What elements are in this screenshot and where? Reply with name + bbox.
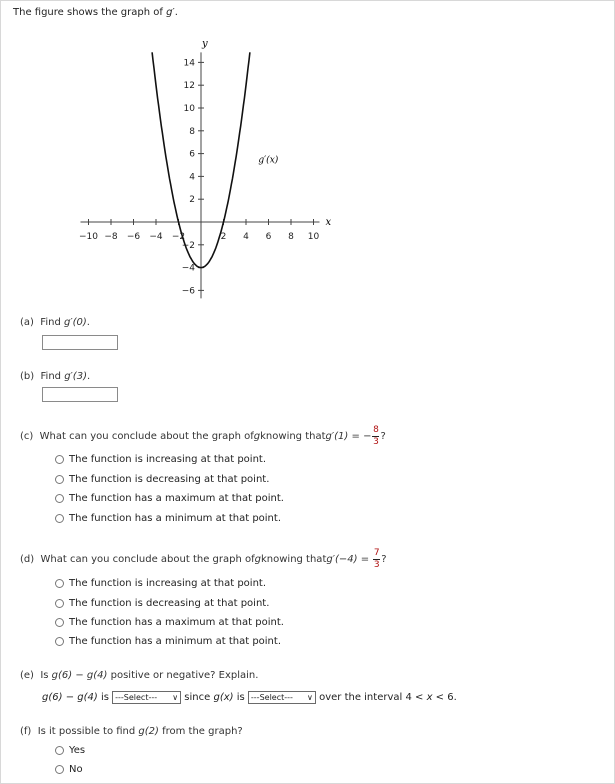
part-c-option-2[interactable] [55,472,269,486]
radio-button[interactable] [55,494,64,503]
select-value: ---Select--- [115,693,158,702]
intro-fn: g′ [166,7,175,18]
option-label: The function has a maximum at that point. [69,616,284,628]
x-tick-label: 8 [288,232,294,242]
y-tick-label: 10 [183,104,195,114]
intro-text [13,7,178,18]
part-f-prefix: Is it possible to find [37,726,139,737]
part-e-answer-line [42,691,457,704]
y-tick-label: 2 [189,195,195,206]
part-d-label: (d) [20,554,35,565]
option-label: Yes [69,744,86,756]
part-e-behavior-select[interactable] [248,691,316,704]
part-a-question [20,317,90,328]
part-d-option-1[interactable] [55,576,266,590]
part-f-expr: g(2) [138,726,159,737]
part-e-since: since [181,692,214,703]
y-tick-label: 8 [189,126,195,137]
x-tick-label: 4 [243,232,249,242]
part-f-option-no[interactable] [55,762,83,776]
x-tick-label: −2 [171,232,186,242]
radio-button[interactable] [55,599,64,608]
x-tick-label: −10 [79,232,98,242]
intro-prefix: The figure shows the graph of [13,7,167,18]
part-d-question [20,549,387,570]
radio-button[interactable] [55,618,64,627]
option-label: The function is increasing at that point. [69,453,267,465]
part-c-question [20,426,386,447]
part-c-prefix: What can you conclude about the graph of [39,431,254,442]
x-axis-label: x [325,217,332,228]
option-label: The function is decreasing at that point. [69,597,270,609]
part-c-frac-den: 3 [373,437,379,447]
part-c-expr: g′(1) [325,431,349,442]
part-b-label: (b) [20,371,35,382]
part-d-mid: knowing that [260,554,327,565]
part-f-option-yes[interactable] [55,743,85,757]
part-c-frac-num: 8 [373,425,379,435]
part-e-x: x [426,692,433,703]
part-d-option-3[interactable] [55,615,284,629]
part-e-is2: is [233,692,248,703]
part-b-question [20,371,90,382]
part-e-gx: g(x) [213,692,234,703]
option-label: The function has a minimum at that point. [69,512,281,524]
part-c-label: (c) [20,431,34,442]
curve-annotation: g′(x) [258,155,279,166]
chevron-down-icon: ∨ [307,693,313,702]
part-e-suffix: positive or negative? Explain. [107,670,259,681]
part-c-fraction [372,426,379,447]
x-tick-label: −4 [149,232,163,242]
select-value: ---Select--- [250,693,293,702]
part-e-line-expr: g(6) − g(4) [42,692,98,703]
x-tick-label: 10 [307,232,320,242]
part-d-end: ? [381,554,387,565]
y-tick-label: 14 [183,58,195,69]
part-f-question [20,726,243,737]
part-d-frac-num: 7 [373,548,380,558]
radio-button[interactable] [55,579,64,588]
y-tick-label: −2 [181,240,195,251]
y-tick-label: 12 [183,81,195,92]
x-tick-label: −6 [126,232,141,242]
radio-button[interactable] [55,746,64,755]
graph-of-g-prime [60,28,360,308]
part-a-suffix: . [86,317,90,328]
part-e-over: over the interval 4 < [315,692,427,703]
y-tick-label: 6 [189,149,195,160]
part-a-expr: g′(0) [63,317,87,328]
y-tick-label: −4 [181,263,195,274]
part-d-option-4[interactable] [55,634,281,648]
part-e-end: < 6. [432,692,457,703]
part-e-expr: g(6) − g(4) [51,670,108,681]
part-d-expr: g′(−4) [326,554,358,565]
part-e-prefix: Is [40,670,52,681]
y-axis-label: y [202,38,208,50]
part-c-option-3[interactable] [55,491,284,505]
part-a-prefix: Find [40,317,64,328]
x-tick-label: 6 [265,232,272,242]
ticks [79,58,319,296]
radio-button[interactable] [55,637,64,646]
axes [81,52,320,298]
intro-suffix: . [174,7,178,18]
part-d-option-2[interactable] [55,596,269,610]
part-b-suffix: . [86,371,91,382]
part-e-question [20,670,258,681]
chevron-down-icon: ∨ [172,693,179,702]
y-tick-label: −6 [181,286,195,297]
part-c-end: ? [380,431,386,442]
part-e-sign-select[interactable] [112,691,181,704]
part-c-option-4[interactable] [55,511,281,525]
part-c-mid: knowing that [260,431,326,442]
part-b-answer-input[interactable] [42,387,118,402]
option-label: No [69,763,83,775]
part-f-label: (f) [20,726,32,737]
option-label: The function has a maximum at that point. [69,492,284,504]
radio-button[interactable] [55,765,64,774]
part-d-prefix: What can you conclude about the graph of [40,554,255,565]
part-a-label: (a) [20,317,34,328]
y-tick-label: 4 [189,172,195,183]
part-d-eq: = [357,554,373,565]
part-b-prefix: Find [40,371,65,382]
part-d-fraction [373,549,380,570]
part-d-g: g [254,554,261,565]
option-label: The function has a minimum at that point. [69,635,281,647]
part-f-suffix: from the graph? [158,726,243,737]
option-label: The function is increasing at that point. [69,577,267,589]
part-d-frac-den: 3 [373,560,380,570]
x-tick-label: 2 [220,232,227,242]
radio-button[interactable] [55,514,64,523]
part-b-expr: g′(3) [64,371,87,382]
radio-button[interactable] [55,475,64,484]
part-e-label: (e) [20,670,34,681]
part-c-eq: = − [348,431,372,442]
part-e-is: is [97,692,113,703]
part-c-g: g [253,431,261,442]
part-a-answer-input[interactable] [42,335,118,350]
x-tick-label: −8 [104,232,118,242]
radio-button[interactable] [55,455,64,464]
option-label: The function is decreasing at that point. [69,473,270,485]
part-c-option-1[interactable] [55,452,266,466]
